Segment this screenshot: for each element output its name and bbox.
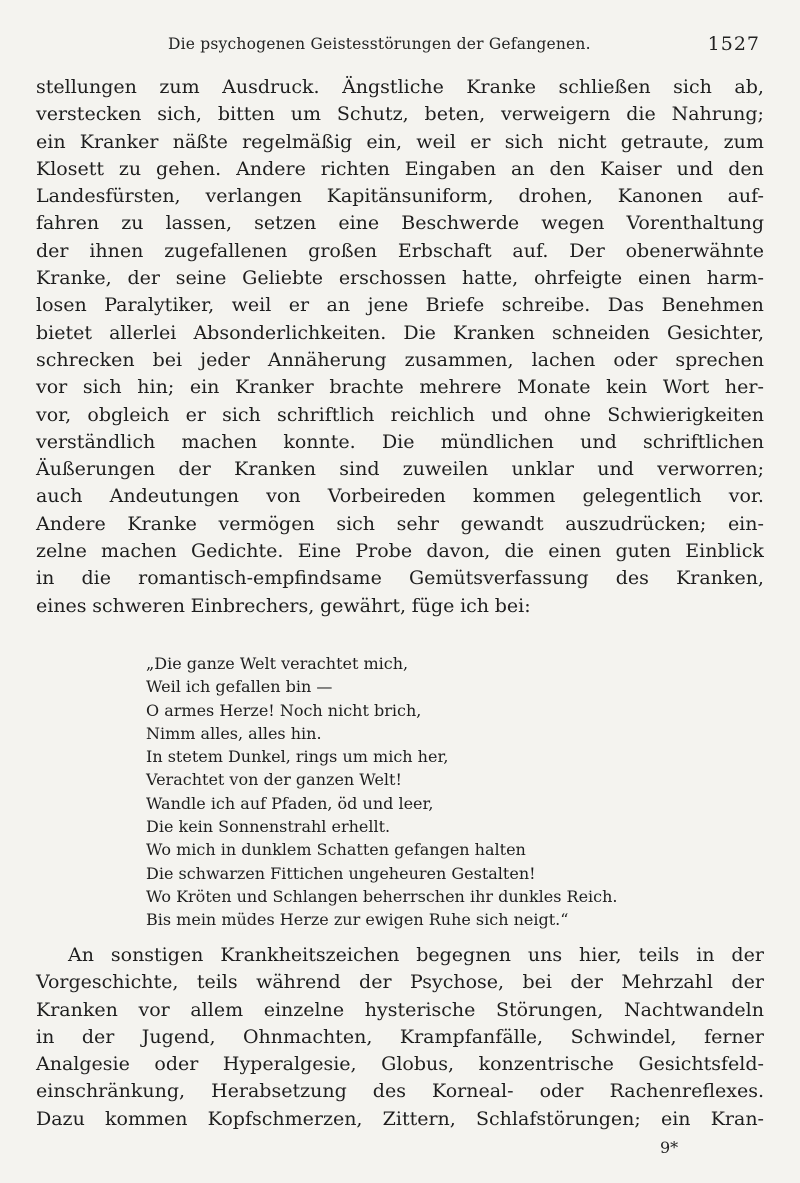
text-line: Analgesie oder Hyperalgesie, Globus, konzentrische Gesichtsfeld-: [36, 1053, 764, 1076]
poem-block: [146, 652, 618, 932]
text-line: zelne machen Gedichte. Eine Probe davon, die einen guten Einblick: [36, 540, 764, 563]
text-line: ein Kranker näßte regelmäßig ein, weil er sich nicht getraute, zum: [36, 130, 764, 153]
text-line: schrecken bei jeder Annäherung zusammen, lachen oder sprechen: [36, 348, 764, 371]
text-line: Äußerungen der Kranken sind zuweilen unklar und verworren;: [36, 458, 764, 481]
poem-line: Die schwarzen Fittichen ungeheuren Gestalten!: [146, 863, 536, 883]
poem-line: Weil ich gefallen bin —: [146, 677, 333, 697]
text-line: An sonstigen Krankheitszeichen begegnen uns hier, teils in der: [68, 944, 764, 966]
poem-line: In stetem Dunkel, rings um mich her,: [146, 747, 449, 767]
text-line: einschränkung, Herabsetzung des Korneal- oder Rachenreflexes.: [36, 1080, 764, 1103]
text-line: bietet allerlei Absonderlichkeiten. Die Kranken schneiden Gesichter,: [36, 321, 764, 344]
text-line: in die romantisch-empfindsame Gemütsverfassung des Kranken,: [36, 567, 764, 590]
poem-line: Bis mein müdes Herze zur ewigen Ruhe sich neigt.“: [146, 910, 569, 930]
text-line: der ihnen zugefallenen großen Erbschaft auf. Der obenerwähnte: [36, 239, 764, 262]
poem-line: Verachtet von der ganzen Welt!: [146, 770, 402, 790]
poem-line: O armes Herze! Noch nicht brich,: [146, 700, 422, 720]
text-line: Kranke, der seine Geliebte erschossen hatte, ohrfeigte einen harm-: [36, 267, 764, 290]
poem-line: Wo mich in dunklem Schatten gefangen halten: [146, 840, 526, 860]
signature-mark: 9*: [660, 1138, 679, 1157]
text-line: losen Paralytiker, weil er an jene Briefe schreibe. Das Benehmen: [36, 294, 764, 317]
poem-line: „Die ganze Welt verachtet mich,: [146, 654, 409, 673]
poem-line: Nimm alles, alles hin.: [146, 723, 322, 743]
page-number: 1527: [707, 33, 760, 55]
text-line: Andere Kranke vermögen sich sehr gewandt auszudrücken; ein-: [36, 512, 764, 535]
text-line: in der Jugend, Ohnmachten, Krampfanfälle, Schwindel, ferner: [36, 1025, 764, 1048]
text-line: Landesfürsten, verlangen Kapitänsuniform, drohen, Kanonen auf-: [36, 185, 764, 208]
text-line: Klosett zu gehen. Andere richten Eingaben an den Kaiser und den: [36, 157, 764, 180]
running-head: Die psychogenen Geistesstörungen der Gefangenen.: [168, 35, 591, 53]
poem-line: Wo Kröten und Schlangen beherrschen ihr dunkles Reich.: [146, 886, 618, 906]
text-line: stellungen zum Ausdruck. Ängstliche Kranke schließen sich ab,: [36, 76, 764, 98]
text-line: Vorgeschichte, teils während der Psychose, bei der Mehrzahl der: [36, 971, 764, 994]
text-line: vor, obgleich er sich schriftlich reichlich und ohne Schwierigkeiten: [36, 403, 764, 426]
paragraph-2: [36, 942, 764, 1133]
text-line: vor sich hin; ein Kranker brachte mehrere Monate kein Wort her-: [36, 376, 764, 399]
poem-line: Wandle ich auf Pfaden, öd und leer,: [146, 793, 434, 813]
text-line: eines schweren Einbrechers, gewährt, füge ich bei:: [36, 594, 531, 617]
text-line: fahren zu lassen, setzen eine Beschwerde wegen Vorenthaltung: [36, 212, 764, 235]
text-line: Kranken vor allem einzelne hysterische Störungen, Nachtwandeln: [36, 998, 764, 1021]
text-line: verstecken sich, bitten um Schutz, beten, verweigern die Nahrung;: [36, 103, 764, 126]
text-line: Dazu kommen Kopfschmerzen, Zittern, Schlafstörungen; ein Kran-: [36, 1107, 764, 1130]
text-line: auch Andeutungen von Vorbeireden kommen gelegentlich vor.: [36, 485, 764, 508]
paragraph-1: [36, 74, 764, 620]
text-line: verständlich machen konnte. Die mündlichen und schriftlichen: [36, 430, 764, 453]
poem-line: Die kein Sonnenstrahl erhellt.: [146, 817, 391, 837]
